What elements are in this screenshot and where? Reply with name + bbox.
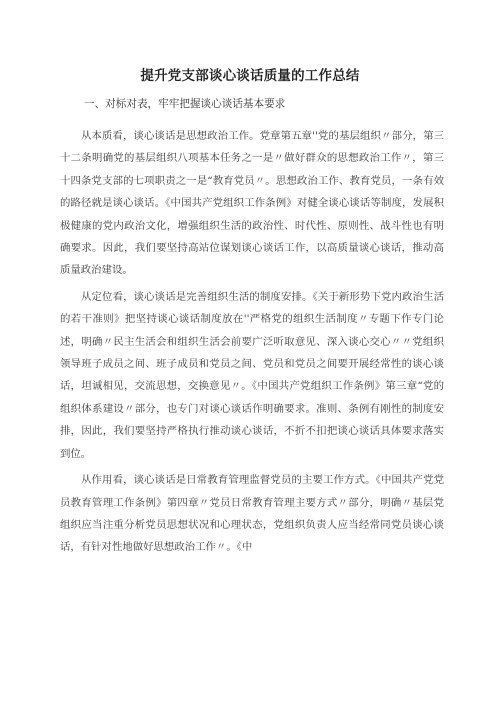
section-heading: 一、对标对表，牢牢把握谈心谈话基本要求 bbox=[84, 98, 286, 110]
document-body bbox=[60, 125, 444, 563]
paragraph: 从本质看，谈心谈话是思想政治工作。党章第五章''党的基层组织〃部分，第三十二条明确党的基层组织八项基本任务之一是〃做好群众的思想政治工作〃，第三十四条党支部的七项职责之一是“教育党员〃。思想政治工作、教育党员，一条有效的路径就是谈心谈话。《中国共产党组织工作条例》对健全谈心谈话等制度，发展积极健康的党内政治文化，增强组织生活的政治性、时代性、原则性、战斗性也有明确要求。因此，我们要坚持高站位谋划谈心谈话工作，以高质量谈心谈话，推动高质量政治建设。 bbox=[60, 130, 444, 277]
document-title: 提升党支部谈心谈话质量的工作总结 bbox=[140, 68, 360, 84]
paragraph: 从作用看，谈心谈话是日常教育管理监督党员的主要工作方式。《中国共产党党员教育管理工作条例》第四章〃党员日常教育管理主要方式〃部分，明确〃基层党组织应当注重分析党员思想状况和心理状态，党组织负责人应当经常同党员谈心谈话，有针对性地做好思想政治工作〃。《中 bbox=[60, 474, 444, 554]
paragraph: 从定位看，谈心谈话是完善组织生活的制度安排。《关于新形势下党内政治生活的若干准则》把坚持谈心谈话制度放在''严格党的组织生活制度〃专题下作专门论述，明确〃民主生活会和组织生活会前要广泛听取意见、深入谈心交心〃〃党组织领导班子成员之间、班子成员和党员之间、党员和党员之间要开展经常性的谈心谈话，坦诚相见，交流思想，交换意见〃。《中国共产党组织工作条例》第三章“党的组织体系建设〃部分，也专门对谈心谈话作明确要求。准则、条例有刚性的制度安排，因此，我们要坚持严格执行推动谈心谈话，不折不扣把谈心谈话具体要求落实到位。 bbox=[60, 290, 444, 460]
